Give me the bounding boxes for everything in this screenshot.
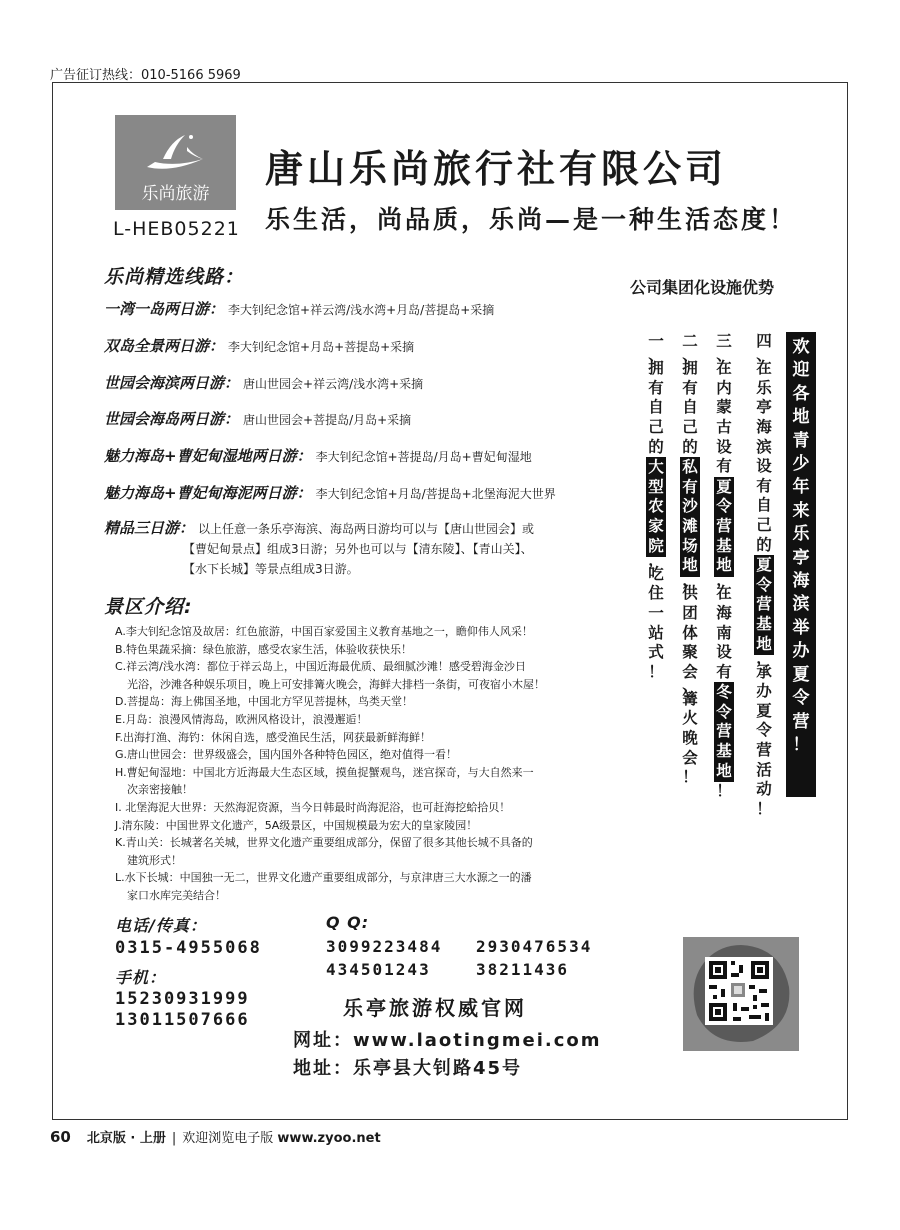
- vertical-char: ，: [716, 570, 732, 589]
- vertical-char: 各: [792, 383, 810, 404]
- page-footer: [50, 1127, 381, 1146]
- attraction-line: L.水下长城：中国独一无二，世界文化遗产重要组成部分，与京津唐三大水源之一的潘: [115, 871, 532, 885]
- vertical-char: 、: [682, 676, 698, 695]
- ad-hotline: 广告征订热线：010-5166 5969: [50, 68, 241, 83]
- vertical-char: 欢: [792, 337, 810, 357]
- company-name: 唐山乐尚旅行社有限公司: [265, 147, 728, 191]
- vertical-char: 农: [648, 497, 664, 516]
- vertical-char: 令: [716, 702, 732, 721]
- vertical-char: 供: [682, 584, 698, 603]
- vertical-char: 私: [682, 458, 698, 477]
- advantage-highlight: [754, 555, 774, 655]
- list-item: [115, 711, 605, 729]
- qr-code-icon: [683, 937, 799, 1051]
- route-item: [104, 298, 494, 319]
- vertical-char: 站: [648, 623, 664, 642]
- vertical-char: 、: [716, 345, 732, 364]
- advantage-text: [682, 332, 698, 457]
- vertical-char: 夏: [716, 477, 732, 496]
- vertical-char: ！: [648, 662, 664, 681]
- advantage-highlight: [714, 682, 734, 782]
- vertical-char: ！: [682, 768, 698, 787]
- route-detail: 唐山世园会+菩提岛/月岛+采摘: [243, 413, 412, 427]
- attraction-line: B.特色果蔬采摘：绿色旅游，感受农家生活，体验收获快乐！: [115, 642, 413, 656]
- vertical-char: 沙: [682, 497, 698, 516]
- vertical-char: 夏: [756, 701, 772, 720]
- list-item: [115, 746, 605, 764]
- vertical-char: 基: [716, 536, 732, 555]
- attraction-line: K.青山关：长城著名关城，世界文化遗产重要组成部分，保留了很多其他长城不具备的: [115, 836, 533, 850]
- vertical-char: 令: [716, 497, 732, 516]
- attractions-list: [115, 623, 605, 905]
- vertical-char: 地: [716, 556, 732, 575]
- vertical-char: 少: [792, 454, 810, 475]
- vertical-char: 令: [756, 721, 772, 740]
- footer-welcome: 欢迎浏览电子版: [182, 1131, 274, 1146]
- vertical-char: 团: [682, 603, 698, 622]
- vertical-char: 海: [792, 571, 810, 592]
- vertical-char: 海: [756, 417, 772, 436]
- route-name: 双岛全景两日游：: [104, 337, 225, 355]
- mobile-number: 15230931999: [115, 989, 250, 1009]
- list-item: [115, 817, 605, 835]
- vertical-char: 冬: [716, 683, 732, 702]
- advantage-highlight: [680, 457, 700, 577]
- vertical-char: 在: [756, 359, 772, 378]
- route-name: 魅力海岛+曹妃甸湿地两日游：: [104, 447, 312, 465]
- vertical-char: 的: [756, 535, 772, 554]
- attraction-line: 次亲密接触！: [127, 783, 193, 797]
- list-item: [115, 658, 605, 693]
- vertical-char: 营: [716, 516, 732, 535]
- vertical-char: 乐: [792, 524, 810, 545]
- website-address: 网址：www.laotingmei.com: [293, 1030, 602, 1051]
- vertical-char: 古: [716, 417, 732, 436]
- vertical-char: 篝: [682, 689, 698, 708]
- route-detail-line: 【水下长城】等景点组成3日游。: [183, 562, 359, 576]
- advantage-text: [716, 782, 732, 802]
- attraction-line: F.出海打渔、海钓：休闲自选，感受渔民生活，网获最新鲜海鲜！: [115, 730, 432, 744]
- vertical-char: 夏: [756, 556, 772, 575]
- footer-url-link[interactable]: www.zyoo.net: [277, 1131, 381, 1146]
- vertical-char: 举: [792, 617, 810, 638]
- route-item: [104, 445, 532, 466]
- vertical-char: 在: [716, 584, 732, 603]
- vertical-char: ！: [716, 782, 732, 801]
- advantage-column-4: [750, 332, 778, 819]
- license-number: L-HEB05221: [113, 218, 240, 240]
- qq-number: 2930476534: [476, 937, 593, 956]
- vertical-char: 亭: [792, 547, 810, 568]
- vertical-char: 年: [792, 477, 810, 498]
- vertical-char: 的: [682, 437, 698, 456]
- route-name: 世园会海滨两日游：: [104, 374, 240, 392]
- advantage-text: [682, 570, 698, 788]
- vertical-char: 地: [756, 634, 772, 653]
- attraction-line: I. 北堡海泥大世界：天然海泥资源，当今日韩最时尚海泥浴，也可赶海挖蛤拾贝！: [115, 800, 511, 814]
- vertical-char: 一: [648, 603, 664, 622]
- vertical-char: 来: [792, 500, 810, 521]
- logo-text: 乐尚旅游: [141, 184, 210, 204]
- edition-label: 北京版 · 上册: [86, 1131, 166, 1146]
- attraction-line: J.清东陵：中国世界文化遗产，5A级景区，中国规模最为宏大的皇家陵园！: [115, 818, 478, 832]
- vertical-char: 营: [756, 741, 772, 760]
- vertical-char: 场: [682, 536, 698, 555]
- route-name: 魅力海岛+曹妃甸海泥两日游：: [104, 484, 312, 502]
- advantage-column-2: [676, 332, 704, 788]
- mobile-label: 手机：: [115, 968, 167, 987]
- vertical-char: 营: [792, 711, 810, 732]
- vertical-char: 在: [716, 359, 732, 378]
- vertical-char: 有: [648, 378, 664, 397]
- advantage-text: [716, 332, 732, 477]
- vertical-char: 地: [716, 761, 732, 780]
- vertical-char: 吃: [648, 564, 664, 583]
- vertical-char: 、: [682, 345, 698, 364]
- list-item: [115, 641, 605, 659]
- advantage-text: [648, 551, 664, 682]
- vertical-char: 、: [756, 345, 772, 364]
- vertical-char: 自: [756, 496, 772, 515]
- vertical-char: 营: [756, 595, 772, 614]
- advantage-highlight: [714, 477, 734, 577]
- welcome-banner: [786, 332, 816, 797]
- route-name: 精品三日游：: [104, 519, 195, 537]
- list-item: [115, 764, 605, 799]
- vertical-char: 设: [716, 437, 732, 456]
- vertical-char: 地: [792, 407, 810, 428]
- vertical-char: 营: [716, 722, 732, 741]
- qq-label: Q Q:: [326, 913, 370, 932]
- vertical-char: 承: [756, 662, 772, 681]
- attraction-line: G.唐山世园会：世界级盛会，国内国外各种特色园区，绝对值得一看！: [115, 748, 458, 762]
- vertical-char: ，: [648, 551, 664, 570]
- vertical-char: 设: [716, 643, 732, 662]
- vertical-char: 院: [648, 536, 664, 555]
- route-detail-line: 以上任意一条乐亭海滨、海岛两日游均可以与【唐山世园会】或: [198, 522, 535, 536]
- attraction-line: A.李大钊纪念馆及故居：红色旅游，中国百家爱国主义教育基地之一，瞻仰伟人风采！: [115, 625, 533, 638]
- vertical-char: 海: [716, 603, 732, 622]
- vertical-char: 二: [682, 332, 698, 350]
- phone-number: 0315-4955068: [115, 938, 262, 958]
- vertical-char: 拥: [648, 359, 664, 378]
- route-detail: 李大钊纪念馆+月岛+菩提岛+采摘: [228, 340, 415, 354]
- attraction-line: D.菩提岛：海上佛国圣地，中国北方罕见菩提林，鸟类天堂！: [115, 695, 413, 709]
- vertical-char: 己: [648, 417, 664, 436]
- vertical-char: 滨: [792, 594, 810, 615]
- vertical-char: 有: [716, 662, 732, 681]
- vertical-char: 型: [648, 477, 664, 496]
- vertical-char: 三: [716, 332, 732, 350]
- vertical-char: 体: [682, 623, 698, 642]
- attraction-line: H.曹妃甸湿地：中国北方近海最大生态区域，摸鱼捉蟹观鸟，迷宫探奇，与大自然来一: [115, 765, 534, 779]
- mobile-number: 13011507666: [115, 1010, 250, 1030]
- attraction-line: 家口水库完美结合！: [127, 888, 226, 902]
- advantage-text: [648, 332, 664, 457]
- route-name: 世园会海岛两日游：: [104, 410, 240, 428]
- vertical-char: 家: [648, 516, 664, 535]
- vertical-char: 乐: [756, 378, 772, 397]
- route-detail: 李大钊纪念馆+祥云湾/浅水湾+月岛/菩提岛+采摘: [228, 303, 495, 317]
- vertical-char: 基: [756, 614, 772, 633]
- street-address: 地址：乐亭县大钊路45号: [293, 1058, 523, 1079]
- vertical-char: 己: [682, 417, 698, 436]
- phone-label: 电话/传真：: [115, 916, 207, 935]
- page-number: 60: [50, 1128, 71, 1146]
- route-item: [104, 335, 414, 356]
- vertical-char: 活: [756, 760, 772, 779]
- advantages-title: 公司集团化设施优势: [630, 278, 775, 297]
- vertical-char: 令: [792, 688, 810, 709]
- list-item: [115, 729, 605, 747]
- vertical-char: 、: [648, 345, 664, 364]
- vertical-char: ！: [756, 799, 772, 818]
- vertical-char: 滨: [756, 437, 772, 456]
- attraction-line: E.月岛：浪漫风情海岛，欧洲风格设计，浪漫邂逅！: [115, 712, 368, 726]
- vertical-char: 基: [716, 742, 732, 761]
- list-item: [115, 799, 605, 817]
- advantage-column-3: [710, 332, 738, 802]
- official-site-title: 乐亭旅游权威官网: [343, 996, 527, 1020]
- vertical-char: 南: [716, 623, 732, 642]
- route-detail: 李大钊纪念馆+菩提岛/月岛+曹妃甸湿地: [315, 450, 532, 464]
- company-slogan: 乐生活，尚品质，乐尚—是一种生活态度！: [265, 205, 798, 234]
- vertical-char: ！: [792, 734, 810, 755]
- route-item: [104, 408, 411, 429]
- qq-number: 434501243: [326, 960, 431, 979]
- route-detail: 唐山世园会+祥云湾/浅水湾+采摘: [243, 377, 424, 391]
- vertical-char: 自: [682, 398, 698, 417]
- vertical-char: 设: [756, 457, 772, 476]
- vertical-char: 夏: [792, 664, 810, 685]
- logo-mark-icon: [141, 129, 211, 175]
- footer-separator: |: [171, 1131, 177, 1146]
- vertical-char: 聚: [682, 643, 698, 662]
- vertical-char: 一: [648, 332, 664, 350]
- vertical-char: 四: [756, 332, 772, 350]
- route-item: [104, 482, 556, 503]
- routes-title: 乐尚精选线路：: [104, 266, 245, 288]
- list-item: [115, 869, 605, 904]
- attraction-line: 建筑形式！: [127, 853, 182, 867]
- vertical-char: 有: [682, 477, 698, 496]
- vertical-char: 有: [682, 378, 698, 397]
- vertical-char: 晚: [682, 729, 698, 748]
- vertical-char: 青: [792, 430, 810, 451]
- route-detail-line: 【曹妃甸景点】组成3日游；另外也可以与【清东陵】、【青山关】、: [183, 542, 533, 556]
- qq-number: 38211436: [476, 960, 570, 979]
- advantage-text: [756, 332, 772, 555]
- vertical-char: 拥: [682, 359, 698, 378]
- list-item: [115, 623, 605, 641]
- vertical-char: 动: [756, 780, 772, 799]
- vertical-char: ，: [756, 649, 772, 668]
- route-three-day: [104, 518, 604, 579]
- vertical-char: 蒙: [716, 398, 732, 417]
- vertical-char: 有: [756, 476, 772, 495]
- vertical-char: 有: [716, 457, 732, 476]
- vertical-char: 自: [648, 398, 664, 417]
- vertical-char: 会: [682, 662, 698, 681]
- route-detail: 李大钊纪念馆+月岛/菩提岛+北堡海泥大世界: [315, 487, 556, 501]
- route-name: 一湾一岛两日游：: [104, 300, 225, 318]
- list-item: [115, 693, 605, 711]
- vertical-char: 办: [792, 641, 810, 662]
- vertical-char: 迎: [792, 360, 810, 381]
- advantage-text: [716, 570, 732, 683]
- attractions-title: 景区介绍:: [104, 596, 193, 618]
- vertical-char: 亭: [756, 398, 772, 417]
- qq-number: 3099223484: [326, 937, 443, 956]
- vertical-char: 己: [756, 515, 772, 534]
- company-logo: [115, 115, 236, 210]
- vertical-char: 滩: [682, 516, 698, 535]
- advantage-highlight: [646, 457, 666, 557]
- route-item: [104, 372, 423, 393]
- vertical-char: 地: [682, 556, 698, 575]
- vertical-char: 火: [682, 709, 698, 728]
- vertical-char: 住: [648, 584, 664, 603]
- vertical-char: 大: [648, 458, 664, 477]
- vertical-char: ，: [682, 570, 698, 589]
- vertical-char: 的: [648, 437, 664, 456]
- list-item: [115, 834, 605, 869]
- advantage-text: [756, 649, 772, 819]
- vertical-char: 令: [756, 575, 772, 594]
- vertical-char: 会: [682, 748, 698, 767]
- attraction-line: 光浴，沙滩各种娱乐项目，晚上可安排篝火晚会，海鲜大排档一条街，可夜宿小木屋！: [127, 677, 545, 691]
- attraction-line: C.祥云湾/浅水湾：都位于祥云岛上，中国近海最优质、最细腻沙滩！感受碧海金沙日: [115, 660, 526, 674]
- vertical-char: 办: [756, 682, 772, 701]
- vertical-char: 内: [716, 378, 732, 397]
- vertical-char: 式: [648, 643, 664, 662]
- advantage-column-1: [642, 332, 670, 682]
